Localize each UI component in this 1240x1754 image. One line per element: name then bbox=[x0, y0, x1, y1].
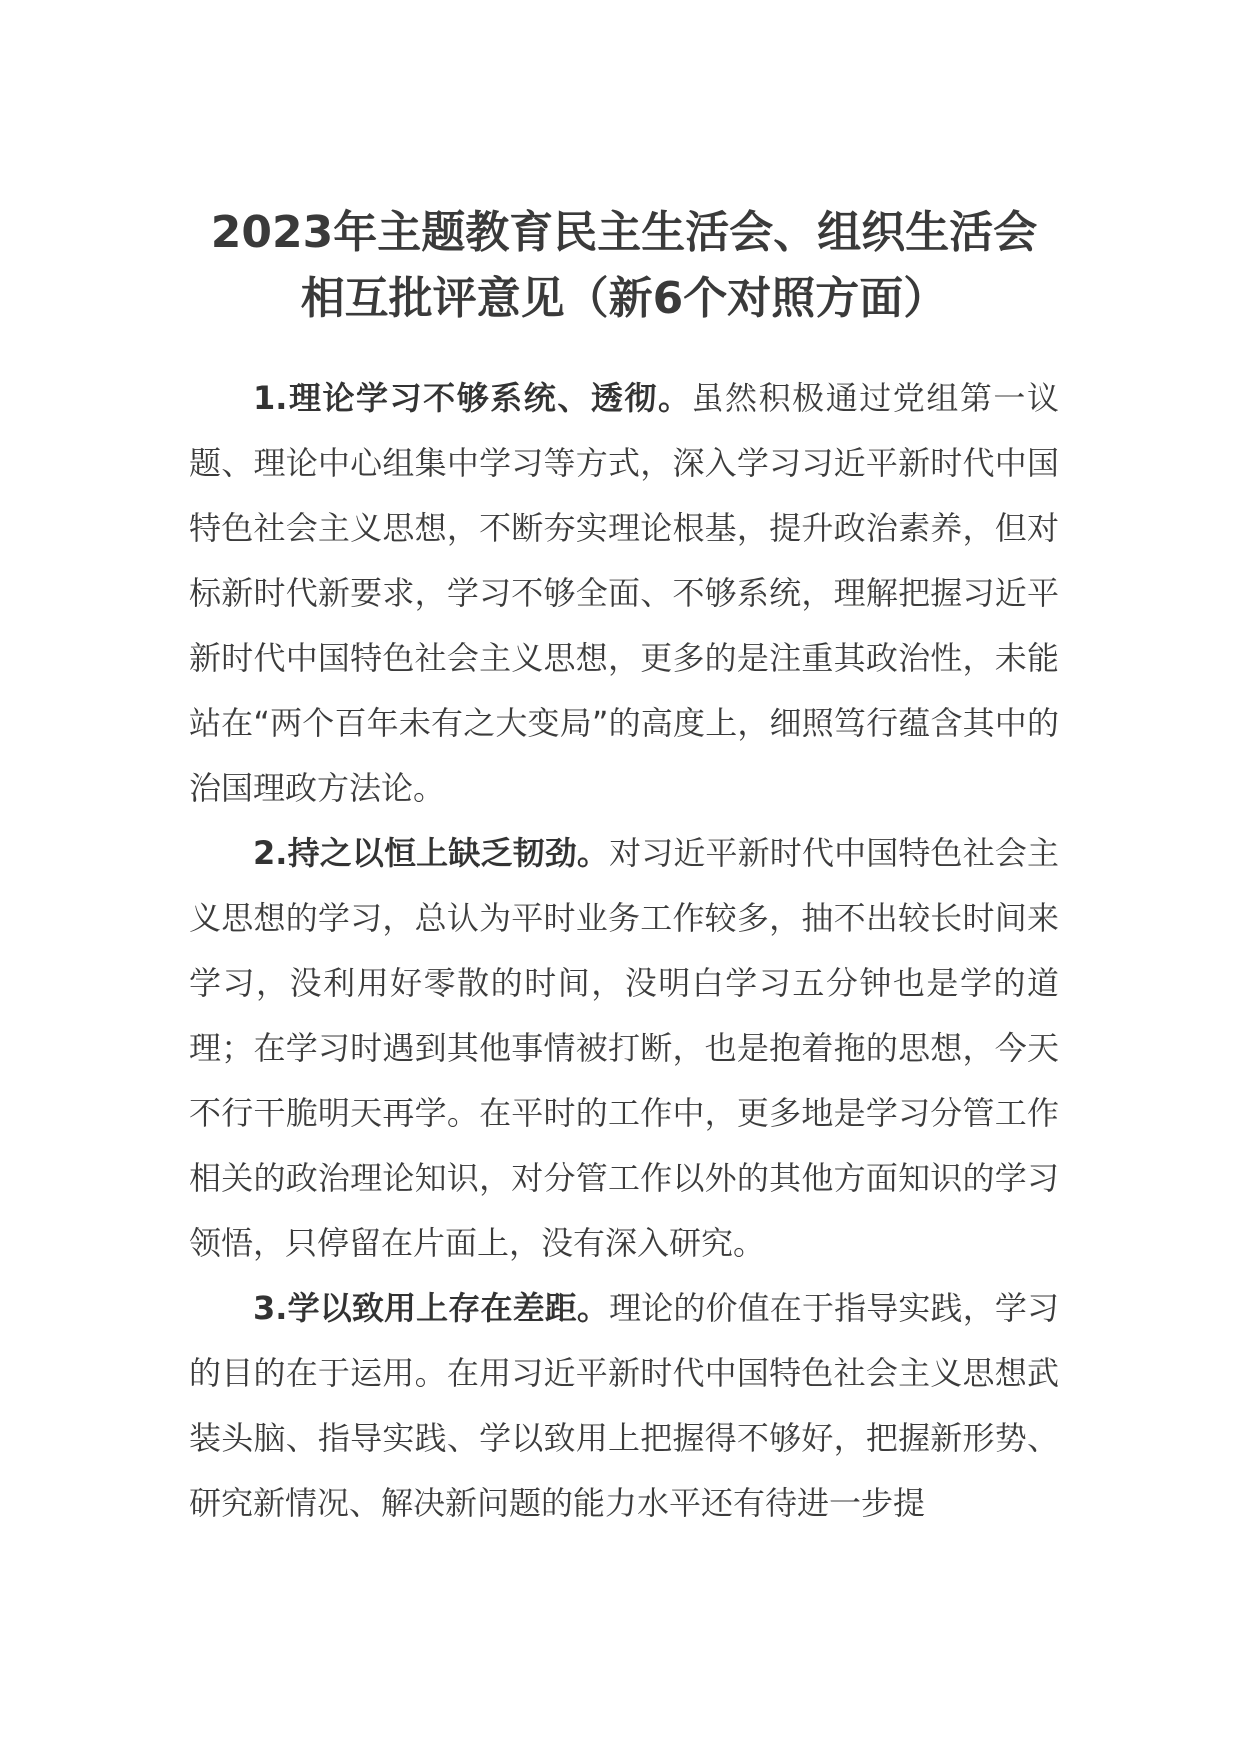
document-body bbox=[189, 366, 1059, 1536]
title-line-1: 2023年主题教育民主生活会、组织生活会 bbox=[210, 207, 1038, 258]
paragraph-1-heading: 1.理论学习不够系统、透彻。 bbox=[253, 379, 692, 417]
paragraph-1-text: 虽然积极通过党组第一议题、理论中心组集中学习等方式，深入学习习近平新时代中国特色社会主义思想，不断夯实理论根基，提升政治素养，但对标新时代新要求，学习不够全面、不够系统，理解把握习近平新时代中国特色社会主义思想，更多的是注重其政治性，未能站在“两个百年未有之大变局”的高度上，细照笃行蕴含其中的治国理政方法论。 bbox=[189, 379, 1059, 807]
document-title bbox=[189, 200, 1059, 332]
title-line-2: 相互批评意见（新6个对照方面） bbox=[300, 273, 948, 324]
paragraph-2-text: 对习近平新时代中国特色社会主义思想的学习，总认为平时业务工作较多，抽不出较长时间来学习，没利用好零散的时间，没明白学习五分钟也是学的道理；在学习时遇到其他事情被打断，也是抱着拖的思想，今天不行干脆明天再学。在平时的工作中，更多地是学习分管工作相关的政治理论知识，对分管工作以外的其他方面知识的学习领悟，只停留在片面上，没有深入研究。 bbox=[189, 834, 1059, 1262]
document-page bbox=[189, 200, 1059, 1536]
paragraph-3-heading: 3.学以致用上存在差距。 bbox=[253, 1289, 610, 1327]
paragraph-1 bbox=[189, 366, 1059, 821]
paragraph-2 bbox=[189, 821, 1059, 1276]
paragraph-3 bbox=[189, 1276, 1059, 1536]
paragraph-2-heading: 2.持之以恒上缺乏韧劲。 bbox=[253, 834, 610, 872]
paragraph-3-text: 理论的价值在于指导实践，学习的目的在于运用。在用习近平新时代中国特色社会主义思想武装头脑、指导实践、学以致用上把握得不够好，把握新形势、研究新情况、解决新问题的能力水平还有待进一步提 bbox=[189, 1289, 1059, 1522]
